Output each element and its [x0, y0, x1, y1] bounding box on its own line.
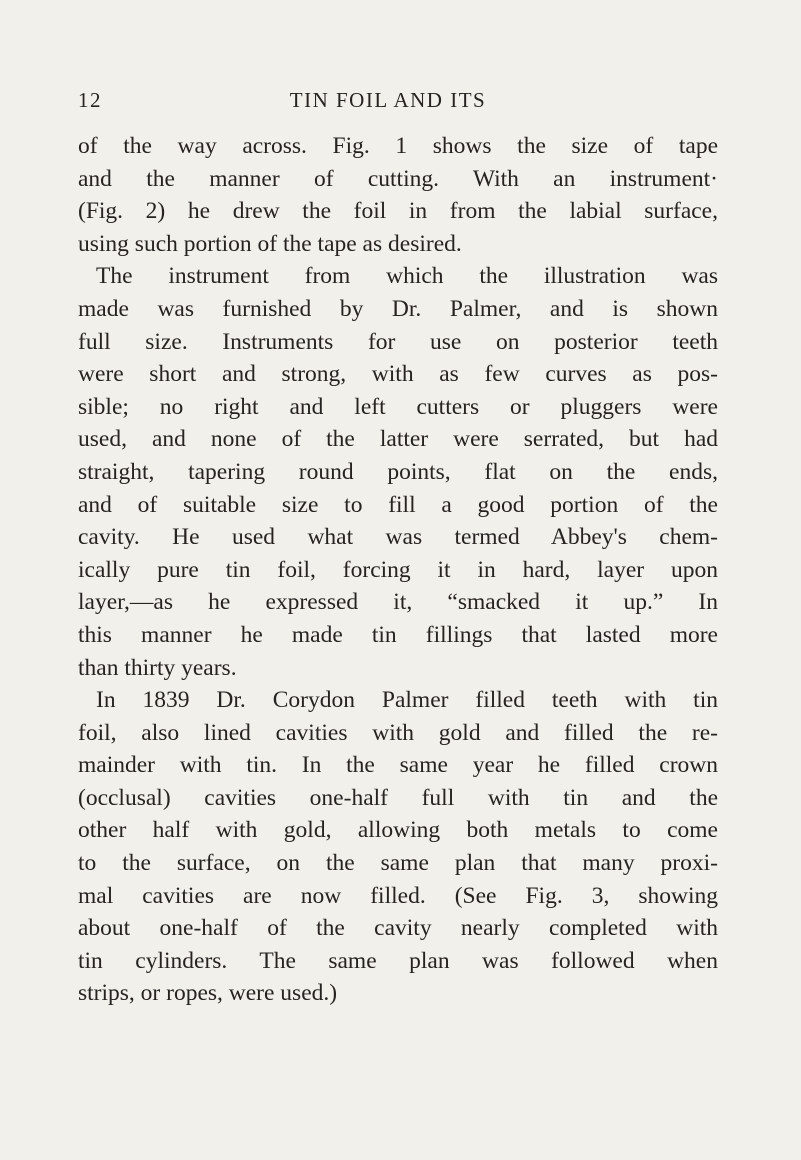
text-line: about one-half of the cavity nearly completed with: [78, 915, 718, 942]
page-header: [78, 88, 698, 112]
text-line: of the way across. Fig. 1 shows the size of tape: [78, 133, 718, 159]
paragraph-start-line: In 1839 Dr. Corydon Palmer filled teeth with tin: [96, 687, 718, 714]
text-line: full size. Instruments for use on posterior teeth: [78, 328, 718, 355]
text-line: mainder with tin. In the same year he filled crown: [78, 752, 718, 779]
text-line: (occlusal) cavities one-half full with tin and the: [78, 784, 718, 811]
text-line: and the manner of cutting. With an instrument·: [78, 165, 718, 192]
running-title: TIN FOIL AND ITS: [289, 88, 487, 112]
text-line: to the surface, on the same plan that many proxi-: [78, 850, 718, 877]
text-line: made was furnished by Dr. Palmer, and is shown: [78, 295, 718, 322]
text-line: foil, also lined cavities with gold and filled the re-: [78, 719, 718, 746]
page-number: 12: [78, 88, 102, 112]
text-line: and of suitable size to fill a good portion of the: [78, 491, 718, 518]
text-line: were short and strong, with as few curves as pos-: [78, 361, 718, 388]
text-line: tin cylinders. The same plan was followed when: [78, 947, 718, 974]
text-line: strips, or ropes, were used.): [78, 980, 338, 1007]
text-line: using such portion of the tape as desired.: [78, 230, 462, 257]
text-line: used, and none of the latter were serrated, but had: [78, 426, 718, 453]
body-text: [78, 130, 718, 1010]
text-line: mal cavities are now filled. (See Fig. 3, showing: [78, 882, 718, 909]
paragraph-start-line: The instrument from which the illustration was: [96, 263, 718, 290]
text-line: (Fig. 2) he drew the foil in from the labial surface,: [78, 198, 718, 225]
text-line: this manner he made tin fillings that lasted more: [78, 621, 718, 648]
text-line: than thirty years.: [78, 654, 237, 681]
text-line: layer,—as he expressed it, “smacked it up.” In: [78, 589, 718, 616]
text-line: ically pure tin foil, forcing it in hard, layer upon: [78, 556, 718, 583]
text-line: straight, tapering round points, flat on the ends,: [78, 458, 718, 485]
text-line: cavity. He used what was termed Abbey's chem-: [78, 524, 718, 551]
text-line: sible; no right and left cutters or pluggers were: [78, 393, 718, 420]
text-line: other half with gold, allowing both metals to come: [78, 817, 718, 844]
